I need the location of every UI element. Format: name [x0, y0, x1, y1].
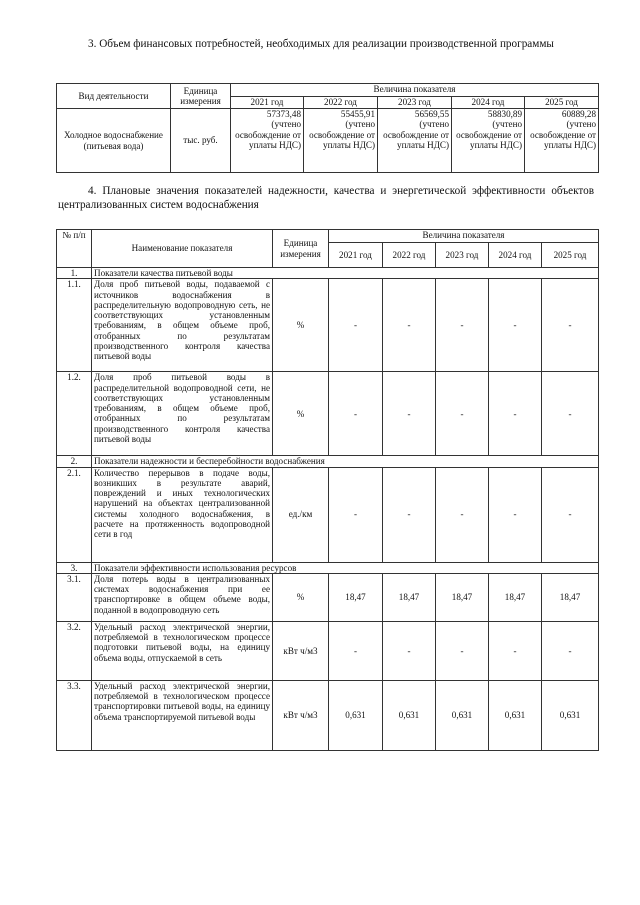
value-cell: - [329, 372, 383, 456]
value-cell: 18,47 [329, 573, 383, 621]
table-row [57, 621, 599, 680]
indicator-name: Количество перерывов в подаче воды, возникших в результате аварий, повреждений и иных технологических нарушений на объектах централизованной системы холодного водоснабжения, в расчете на протяженность водопроводной сети в год [92, 467, 273, 562]
table-row [57, 372, 599, 456]
value-cell: 0,631 [329, 680, 383, 750]
financial-needs-table [56, 83, 599, 173]
year-header: 2021 год [231, 97, 304, 109]
value-cell: 56569,55 (учтено освобождение от уплаты НДС) [378, 109, 452, 173]
value-cell: - [383, 621, 436, 680]
table-row [57, 467, 599, 562]
unit-cell: % [273, 372, 329, 456]
col-unit-header: Единица измерения [171, 84, 231, 109]
row-num: 1.1. [57, 279, 92, 372]
unit-cell: тыс. руб. [171, 109, 231, 173]
value-cell: - [489, 279, 542, 372]
value-cell: - [436, 279, 489, 372]
value-cell: - [383, 279, 436, 372]
value-cell: - [329, 621, 383, 680]
value-cell: 0,631 [489, 680, 542, 750]
unit-cell: ед./км [273, 467, 329, 562]
indicator-name: Удельный расход электрической энергии, потребляемой в технологическом процессе подготовки питьевой воды, на единицу объема воды, отпускаемой в сеть [92, 621, 273, 680]
value-cell: - [383, 372, 436, 456]
row-num: 1. [57, 268, 92, 279]
value-cell: - [436, 467, 489, 562]
year-header: 2021 год [329, 243, 383, 268]
value-cell: - [436, 621, 489, 680]
group-title: Показатели качества питьевой воды [92, 268, 599, 279]
col-num-header: № п/п [57, 230, 92, 268]
value-cell: 18,47 [436, 573, 489, 621]
col-activity-header: Вид деятельности [57, 84, 171, 109]
table-row [57, 573, 599, 621]
value-cell: 18,47 [542, 573, 599, 621]
row-num: 3. [57, 562, 92, 573]
table-row [57, 680, 599, 750]
year-header: 2023 год [378, 97, 452, 109]
table-group-row [57, 268, 599, 279]
group-title: Показатели эффективности использования ресурсов [92, 562, 599, 573]
value-cell: - [542, 279, 599, 372]
value-cell: - [489, 467, 542, 562]
value-cell: - [436, 372, 489, 456]
year-header: 2023 год [436, 243, 489, 268]
group-title: Показатели надежности и бесперебойности водоснабжения [92, 456, 599, 467]
indicator-name: Доля потерь воды в централизованных системах водоснабжения при ее транспортировке в общем объеме воды, поданной в водопроводную сеть [92, 573, 273, 621]
year-header: 2022 год [383, 243, 436, 268]
row-num: 2. [57, 456, 92, 467]
value-cell: - [383, 467, 436, 562]
year-header: 2025 год [542, 243, 599, 268]
year-header: 2025 год [525, 97, 599, 109]
unit-cell: кВт ч/м3 [273, 621, 329, 680]
year-header: 2024 год [489, 243, 542, 268]
value-cell: - [542, 467, 599, 562]
table-group-row [57, 562, 599, 573]
value-cell: 0,631 [542, 680, 599, 750]
value-cell: 18,47 [383, 573, 436, 621]
value-cell: 57373,48 (учтено освобождение от уплаты НДС) [231, 109, 304, 173]
value-cell: - [489, 621, 542, 680]
indicator-name: Доля проб питьевой воды в распределительной водопроводной сети, не соответствующих установленным требованиям, в общем объеме проб, отобранных по результатам производственного контроля качества питьевой воды [92, 372, 273, 456]
value-cell: 58830,89 (учтено освобождение от уплаты НДС) [452, 109, 525, 173]
section4-heading: 4. Плановые значения показателей надежности, качества и энергетической эффективности объектов централизованных систем водоснабжения [58, 185, 594, 211]
value-cell: - [329, 279, 383, 372]
activity-cell: Холодное водоснабжение (питьевая вода) [57, 109, 171, 173]
indicator-name: Удельный расход электрической энергии, потребляемой в технологическом процессе транспортировки питьевой воды, на единицу объема транспортируемой питьевой воды [92, 680, 273, 750]
unit-cell: % [273, 279, 329, 372]
col-name-header: Наименование показателя [92, 230, 273, 268]
col-value-header: Величина показателя [231, 84, 599, 97]
section3-heading: 3. Объем финансовых потребностей, необходимых для реализации производственной программы [88, 38, 554, 50]
table-group-row [57, 456, 599, 467]
value-cell: - [489, 372, 542, 456]
indicator-name: Доля проб питьевой воды, подаваемой с источников водоснабжения в распределительную водопроводную сеть, не соответствующих установленным требованиям, в общем объеме проб, отобранных по результатам производственного контроля качества питьевой воды [92, 279, 273, 372]
table-row [57, 279, 599, 372]
col-unit-header: Единица измерения [273, 230, 329, 268]
value-cell: - [542, 372, 599, 456]
unit-cell: кВт ч/м3 [273, 680, 329, 750]
row-num: 1.2. [57, 372, 92, 456]
row-num: 3.2. [57, 621, 92, 680]
row-num: 2.1. [57, 467, 92, 562]
year-header: 2022 год [304, 97, 378, 109]
indicators-table [56, 229, 599, 751]
value-cell: 60889,28 (учтено освобождение от уплаты НДС) [525, 109, 599, 173]
year-header: 2024 год [452, 97, 525, 109]
value-cell: - [542, 621, 599, 680]
col-value-header: Величина показателя [329, 230, 599, 243]
row-num: 3.3. [57, 680, 92, 750]
row-num: 3.1. [57, 573, 92, 621]
value-cell: - [329, 467, 383, 562]
value-cell: 55455,91 (учтено освобождение от уплаты НДС) [304, 109, 378, 173]
value-cell: 0,631 [436, 680, 489, 750]
value-cell: 18,47 [489, 573, 542, 621]
value-cell: 0,631 [383, 680, 436, 750]
unit-cell: % [273, 573, 329, 621]
